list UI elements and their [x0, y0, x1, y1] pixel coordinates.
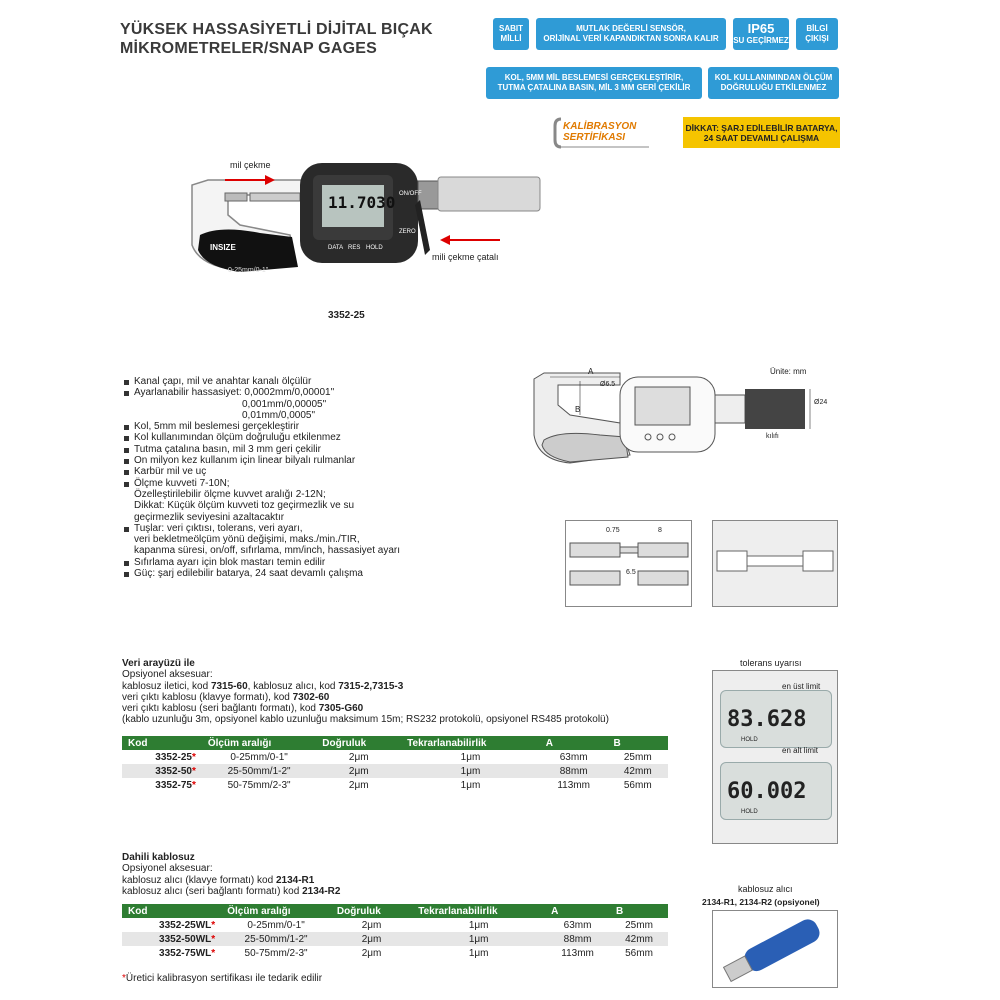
product-code: 3352-25	[155, 751, 192, 763]
section-title: Veri arayüzü ile	[122, 658, 195, 669]
table-header-cell: Doğruluk	[316, 736, 401, 750]
table-cell: 63mm	[563, 919, 592, 931]
table-cell: 56mm	[625, 947, 653, 959]
product-code: 3352-50WL	[159, 933, 212, 945]
table-cell	[122, 764, 202, 778]
table-cell: 56mm	[623, 779, 652, 791]
warning-text: DİKKAT: ŞARJ EDİLEBİLİR BATARYA,	[685, 122, 838, 133]
badge-text: MİLLİ	[500, 34, 522, 43]
badge-lever-accuracy	[708, 67, 839, 99]
table-header-cell: B	[610, 904, 668, 918]
title-line-2: MİKROMETRELER/SNAP GAGES	[120, 40, 377, 57]
table-cell	[122, 932, 221, 946]
feature-item: On milyon kez kullanım için linear bilyalı rulmanlar	[122, 455, 400, 466]
table-header-cell: Tekrarlanabilirlik	[412, 904, 545, 918]
onoff-button[interactable]: ON/OFF	[399, 191, 422, 197]
badge-text: SABIT	[499, 24, 523, 33]
table-header-cell: Ölçüm aralığı	[221, 904, 331, 918]
table-header-cell: Kod	[122, 904, 221, 918]
res-button[interactable]: RES	[348, 245, 361, 251]
page-title	[120, 20, 433, 58]
table-row	[122, 932, 668, 946]
spec-table-1	[122, 736, 668, 792]
section-line	[122, 681, 609, 692]
receiver-photo	[712, 910, 838, 988]
calibration-certificate-logo	[553, 116, 653, 150]
table-cell: 0-25mm/0-1"	[230, 751, 288, 763]
footnote-text: Üretici kalibrasyon sertifikası ile tedarik edilir	[125, 973, 323, 984]
table-cell: 2μm	[348, 751, 369, 763]
table-cell: 1μm	[460, 751, 481, 763]
calibration-star: *	[191, 779, 196, 791]
table-header-cell: Kod	[122, 736, 202, 750]
table-header-cell: B	[608, 736, 668, 750]
dim-a: A	[588, 367, 594, 376]
feature-item: Kol, 5mm mil beslemesi gerçekleştirir	[122, 421, 400, 432]
hold-button[interactable]: HOLD	[366, 245, 383, 251]
table-cell: 2μm	[331, 932, 412, 946]
table-cell: 25mm	[625, 919, 653, 931]
table-cell: 2μm	[316, 764, 401, 778]
lcd-lower-value: 60.002	[727, 779, 807, 804]
product-code: 3352-25WL	[159, 919, 212, 931]
section-line: Opsiyonel aksesuar:	[122, 863, 213, 875]
label-pull-fork: mili çekme çatalı	[432, 252, 499, 262]
blade-detail-drawing	[565, 520, 692, 607]
dimension-drawing	[530, 365, 830, 475]
warning-text: 24 SAAT DEVAMLI ÇALIŞMA	[703, 132, 820, 143]
badge-text: TUTMA ÇATALINA BASIN, MİL 3 MM GERİ ÇEKİLİR	[497, 83, 691, 92]
feature-item: kapanma süresi, on/off, sıfırlama, mm/inch, hassasiyet ayarı	[134, 545, 401, 557]
table-header-row	[122, 736, 668, 750]
table-header-cell: A	[545, 904, 610, 918]
badge-fixed-spindle	[493, 18, 529, 50]
code: 2134-R2	[302, 885, 341, 897]
text: , kablosuz alıcı, kod	[247, 680, 339, 692]
table-cell: 1μm	[468, 947, 489, 959]
badge-text: SU GEÇİRMEZ	[733, 36, 789, 45]
product-code: 3352-50	[155, 765, 192, 777]
section-data-interface	[122, 658, 609, 726]
receiver-codes: 2134-R1, 2134-R2 (opsiyonel)	[702, 897, 820, 907]
sleeve-label: kılıfı	[766, 433, 779, 440]
product-code: 3352-75WL	[159, 947, 212, 959]
table-cell	[122, 750, 202, 764]
unit-label: Ünite: mm	[770, 367, 807, 376]
badge-text: MUTLAK DEĞERLİ SENSÖR,	[576, 24, 686, 33]
spec-table-2	[122, 904, 668, 960]
brand-logo: INSIZE	[210, 243, 236, 252]
feature-list	[122, 376, 400, 579]
calibration-star: *	[191, 765, 196, 777]
section-wireless	[122, 852, 340, 897]
receiver-title: kablosuz alıcı	[738, 884, 793, 894]
table-row	[122, 764, 668, 778]
blade-photo-svg	[713, 521, 837, 606]
table-header-row	[122, 904, 668, 918]
table-cell: 113mm	[557, 779, 590, 791]
table-row	[122, 918, 668, 932]
product-code: 3352-75	[155, 779, 192, 791]
label-spindle-pull: mil çekme	[230, 160, 271, 170]
code: 7302-60	[292, 691, 330, 703]
lcd-value: 11.7030	[328, 193, 396, 212]
table-cell: 2μm	[361, 919, 382, 931]
lower-limit-label: en alt limit	[782, 746, 819, 755]
feature-item: 0,001mm/0,00005"	[242, 398, 327, 410]
calibration-line: SERTİFİKASI	[563, 132, 626, 143]
dim-d24: Ø24	[814, 399, 828, 406]
code: 7305-G60	[318, 703, 364, 715]
calibration-text	[563, 121, 636, 143]
table-header-cell: Doğruluk	[331, 904, 412, 918]
dim-075: 0.75	[606, 527, 620, 534]
table-cell: 0-25mm/0-1"	[247, 919, 305, 931]
table-cell: 88mm	[540, 764, 608, 778]
badge-text: BİLGİ	[806, 24, 828, 33]
footnote-star: *	[122, 973, 126, 984]
feature-item: Sıfırlama ayarı için blok mastarı temin edilir	[122, 557, 400, 568]
dim-65: 6.5	[626, 569, 636, 576]
table-cell	[122, 946, 221, 960]
feature-item: Tutma çatalına basın, mil 3 mm geri çekilir	[122, 444, 400, 455]
model-number: 3352-25	[328, 310, 365, 321]
feature-item: Dikkat: Küçük ölçüm kuvveti toz geçirmezlik ve su	[134, 500, 355, 512]
table-header-cell: Tekrarlanabilirlik	[401, 736, 540, 750]
title-line-1: YÜKSEK HASSASİYETLİ DİJİTAL BIÇAK	[120, 21, 433, 38]
table-cell: 63mm	[559, 751, 588, 763]
table-cell: 25-50mm/1-2"	[221, 932, 331, 946]
upper-limit-label: en üst limit	[782, 682, 821, 691]
table-cell: 50-75mm/2-3"	[244, 947, 308, 959]
lcd-hold: HOLD	[741, 809, 758, 815]
text: kablosuz alıcı (klavye formatı) kod	[122, 874, 276, 886]
blade-photo	[712, 520, 838, 607]
section-line	[122, 692, 609, 703]
badge-text: ORİJİNAL VERİ KAPANDIKTAN SONRA KALIR	[543, 34, 719, 43]
badge-absolute-sensor	[536, 18, 726, 50]
text: kablosuz iletici, kod	[122, 680, 211, 692]
code: 7315-60	[210, 680, 248, 692]
zero-button[interactable]: ZERO	[399, 229, 416, 235]
table-cell: 2μm	[348, 779, 369, 791]
calibration-line: KALİBRASYON	[563, 121, 637, 132]
battery-warning	[683, 117, 840, 148]
table-cell: 42mm	[608, 764, 668, 778]
dim-d65: Ø6.5	[600, 381, 616, 388]
feature-item: Ayarlanabilir hassasiyet: 0,0002mm/0,00001"	[122, 387, 400, 398]
section-line: Opsiyonel aksesuar:	[122, 669, 213, 681]
calibration-star: *	[211, 947, 216, 959]
arrow-right-icon	[440, 232, 500, 250]
tolerance-title: tolerans uyarısı	[740, 658, 802, 668]
lcd-upper	[720, 690, 832, 748]
calibration-star: *	[191, 751, 196, 763]
code: 2134-R1	[275, 874, 315, 886]
table-cell	[122, 778, 202, 792]
table-cell: 25-50mm/1-2"	[202, 764, 316, 778]
feature-item: Karbür mil ve uç	[122, 466, 400, 477]
table-cell: 2μm	[361, 947, 382, 959]
data-button[interactable]: DATA	[328, 245, 344, 251]
footnote	[122, 973, 322, 984]
badge-text: IP65	[747, 21, 775, 36]
lcd-upper-value: 83.628	[727, 707, 807, 732]
table-row	[122, 750, 668, 764]
feature-item: Kol kullanımından ölçüm doğruluğu etkilenmez	[122, 432, 400, 443]
table-cell	[122, 918, 221, 932]
text: veri çıktı kablosu (klavye formatı), kod	[122, 691, 293, 703]
table-cell: 42mm	[610, 932, 668, 946]
drawing-svg	[530, 365, 830, 475]
feature-item: 0,01mm/0,0005"	[242, 409, 316, 421]
blade-svg	[566, 521, 691, 606]
table-header-cell: A	[540, 736, 608, 750]
feature-item: Özelleştirilebilir ölçme kuvvet aralığı 2-12N;	[134, 488, 326, 500]
badge-text: ÇIKIŞI	[805, 34, 829, 43]
feature-item: Güç: şarj edilebilir batarya, 24 saat devamlı çalışma	[122, 568, 400, 579]
arrow-left-icon	[225, 172, 275, 190]
section-line: (kablo uzunluğu 3m, opsiyonel kablo uzunluğu maksimum 15m; RS232 protokolü, opsiyonel RS485 protokolü)	[122, 714, 609, 726]
feature-item: veri bekletmeölçüm yönü değişimi, maks./min./TIR,	[134, 534, 360, 546]
text: kablosuz alıcı (seri bağlantı formatı) kod	[122, 885, 303, 897]
table-row	[122, 946, 668, 960]
feature-item: Tuşlar: veri çıktısı, tolerans, veri ayarı,	[122, 523, 400, 534]
table-row	[122, 778, 668, 792]
badge-data-output	[796, 18, 838, 50]
table-cell: 1μm	[468, 919, 489, 931]
feature-item: Ölçme kuvveti 7-10N;	[122, 478, 400, 489]
usb-receiver-icon	[713, 911, 837, 987]
feature-item: Kanal çapı, mil ve anahtar kanalı ölçülür	[122, 376, 400, 387]
calibration-star: *	[211, 919, 216, 931]
code: 7315-2,7315-3	[338, 680, 404, 692]
badge-text: DOĞRULUĞU ETKİLENMEZ	[720, 83, 827, 92]
lcd-lower	[720, 762, 832, 820]
table-cell: 25mm	[623, 751, 652, 763]
section-line	[122, 875, 340, 886]
badge-text: KOL KULLANIMINDAN ÖLÇÜM	[714, 73, 833, 82]
feature-item: geçirmezlik seviyesini azaltacaktır	[134, 511, 285, 523]
table-cell: 50-75mm/2-3"	[227, 779, 291, 791]
dim-b: B	[575, 405, 581, 414]
text: veri çıktı kablosu (seri bağlantı formatı), kod	[122, 703, 319, 715]
dim-8: 8	[658, 527, 662, 534]
section-line	[122, 886, 340, 897]
table-cell: 113mm	[561, 947, 594, 959]
section-line	[122, 703, 609, 714]
table-cell: 1μm	[401, 764, 540, 778]
table-cell: 1μm	[412, 932, 545, 946]
badge-ip65	[733, 18, 789, 50]
table-header-cell: Ölçüm aralığı	[202, 736, 316, 750]
badge-lever	[486, 67, 702, 99]
lcd-hold: HOLD	[741, 737, 758, 743]
calibration-star: *	[211, 933, 216, 945]
table-cell: 88mm	[545, 932, 610, 946]
badge-text: KOL, 5MM MİL BESLEMESİ GERÇEKLEŞTİRİR,	[504, 73, 684, 82]
section-title: Dahili kablosuz	[122, 852, 195, 863]
range-text: 0-25mm/0-1"	[228, 267, 269, 274]
table-cell: 1μm	[460, 779, 481, 791]
